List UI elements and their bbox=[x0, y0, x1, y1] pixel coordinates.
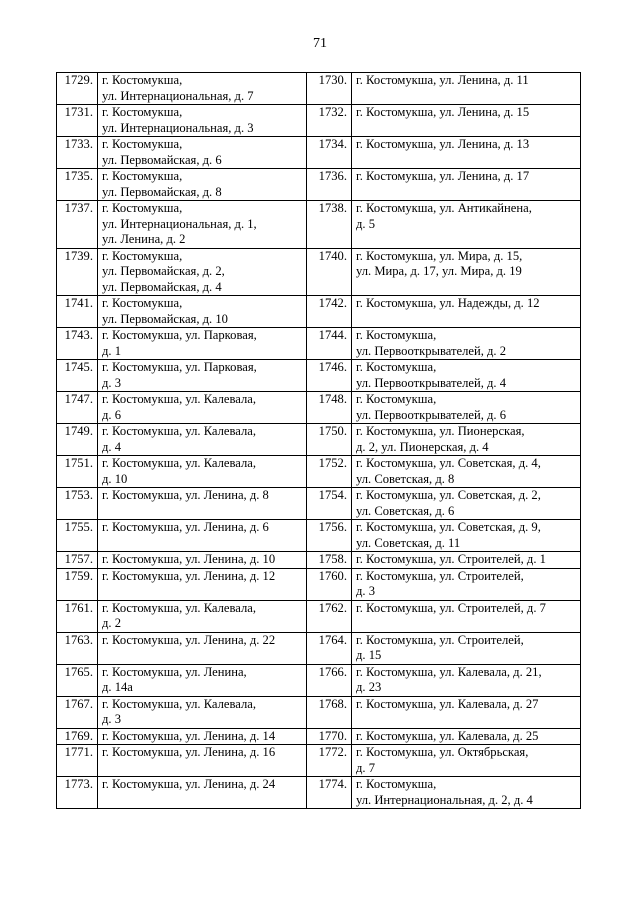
table-row bbox=[57, 600, 581, 632]
table-row bbox=[57, 392, 581, 424]
table-row bbox=[57, 328, 581, 360]
entry-number-right: 1756. bbox=[307, 520, 352, 552]
address-right: г. Костомукша, ул. Надежды, д. 12 bbox=[352, 296, 581, 328]
address-right: г. Костомукша, ул. Октябрьская, д. 7 bbox=[352, 745, 581, 777]
entry-number-left: 1753. bbox=[57, 488, 98, 520]
table-row bbox=[57, 248, 581, 296]
address-right: г. Костомукша, ул. Первооткрывателей, д. 2 bbox=[352, 328, 581, 360]
page-number: 71 bbox=[313, 36, 327, 51]
address-right: г. Костомукша, ул. Ленина, д. 13 bbox=[352, 137, 581, 169]
address-left: г. Костомукша, ул. Первомайская, д. 2, ул. Первомайская, д. 4 bbox=[98, 248, 307, 296]
entry-number-right: 1738. bbox=[307, 201, 352, 249]
entry-number-right: 1730. bbox=[307, 73, 352, 105]
table-row bbox=[57, 456, 581, 488]
address-right: г. Костомукша, ул. Строителей, д. 7 bbox=[352, 600, 581, 632]
entry-number-left: 1749. bbox=[57, 424, 98, 456]
entry-number-right: 1760. bbox=[307, 568, 352, 600]
address-right: г. Костомукша, ул. Ленина, д. 11 bbox=[352, 73, 581, 105]
entry-number-left: 1745. bbox=[57, 360, 98, 392]
entry-number-right: 1774. bbox=[307, 777, 352, 809]
address-left: г. Костомукша, ул. Интернациональная, д. 3 bbox=[98, 105, 307, 137]
address-left: г. Костомукша, ул. Калевала, д. 10 bbox=[98, 456, 307, 488]
entry-number-right: 1748. bbox=[307, 392, 352, 424]
entry-number-right: 1766. bbox=[307, 664, 352, 696]
entry-number-left: 1731. bbox=[57, 105, 98, 137]
address-left: г. Костомукша, ул. Парковая, д. 1 bbox=[98, 328, 307, 360]
entry-number-left: 1765. bbox=[57, 664, 98, 696]
address-right: г. Костомукша, ул. Строителей, д. 3 bbox=[352, 568, 581, 600]
entry-number-right: 1740. bbox=[307, 248, 352, 296]
entry-number-left: 1737. bbox=[57, 201, 98, 249]
address-left: г. Костомукша, ул. Калевала, д. 3 bbox=[98, 696, 307, 728]
address-right: г. Костомукша, ул. Антикайнена, д. 5 bbox=[352, 201, 581, 249]
table-row bbox=[57, 552, 581, 569]
table-row bbox=[57, 296, 581, 328]
entry-number-left: 1741. bbox=[57, 296, 98, 328]
entry-number-right: 1772. bbox=[307, 745, 352, 777]
table-row bbox=[57, 728, 581, 745]
entry-number-right: 1770. bbox=[307, 728, 352, 745]
address-left: г. Костомукша, ул. Первомайская, д. 6 bbox=[98, 137, 307, 169]
address-right: г. Костомукша, ул. Первооткрывателей, д. 4 bbox=[352, 360, 581, 392]
entry-number-right: 1750. bbox=[307, 424, 352, 456]
address-left: г. Костомукша, ул. Ленина, д. 12 bbox=[98, 568, 307, 600]
table-row bbox=[57, 745, 581, 777]
address-left: г. Костомукша, ул. Ленина, д. 24 bbox=[98, 777, 307, 809]
entry-number-right: 1768. bbox=[307, 696, 352, 728]
entry-number-right: 1746. bbox=[307, 360, 352, 392]
entry-number-right: 1732. bbox=[307, 105, 352, 137]
address-right: г. Костомукша, ул. Калевала, д. 27 bbox=[352, 696, 581, 728]
address-left: г. Костомукша, ул. Ленина, д. 14 bbox=[98, 728, 307, 745]
address-right: г. Костомукша, ул. Ленина, д. 15 bbox=[352, 105, 581, 137]
address-right: г. Костомукша, ул. Интернациональная, д. 2, д. 4 bbox=[352, 777, 581, 809]
address-left: г. Костомукша, ул. Парковая, д. 3 bbox=[98, 360, 307, 392]
entry-number-left: 1729. bbox=[57, 73, 98, 105]
address-left: г. Костомукша, ул. Интернациональная, д. 7 bbox=[98, 73, 307, 105]
entry-number-right: 1752. bbox=[307, 456, 352, 488]
entry-number-right: 1754. bbox=[307, 488, 352, 520]
entry-number-right: 1758. bbox=[307, 552, 352, 569]
table-row bbox=[57, 664, 581, 696]
address-left: г. Костомукша, ул. Ленина, д. 16 bbox=[98, 745, 307, 777]
table-row bbox=[57, 632, 581, 664]
entry-number-right: 1736. bbox=[307, 169, 352, 201]
table-row bbox=[57, 488, 581, 520]
entry-number-left: 1739. bbox=[57, 248, 98, 296]
entry-number-left: 1773. bbox=[57, 777, 98, 809]
entry-number-left: 1771. bbox=[57, 745, 98, 777]
address-right: г. Костомукша, ул. Советская, д. 2, ул. Советская, д. 6 bbox=[352, 488, 581, 520]
table-row bbox=[57, 137, 581, 169]
entry-number-right: 1744. bbox=[307, 328, 352, 360]
address-right: г. Костомукша, ул. Пионерская, д. 2, ул. Пионерская, д. 4 bbox=[352, 424, 581, 456]
table-row bbox=[57, 696, 581, 728]
entry-number-left: 1743. bbox=[57, 328, 98, 360]
table-row bbox=[57, 201, 581, 249]
table-row bbox=[57, 777, 581, 809]
entry-number-left: 1769. bbox=[57, 728, 98, 745]
address-right: г. Костомукша, ул. Советская, д. 4, ул. Советская, д. 8 bbox=[352, 456, 581, 488]
entry-number-left: 1733. bbox=[57, 137, 98, 169]
entry-number-left: 1755. bbox=[57, 520, 98, 552]
entry-number-right: 1742. bbox=[307, 296, 352, 328]
address-right: г. Костомукша, ул. Калевала, д. 21, д. 23 bbox=[352, 664, 581, 696]
address-right: г. Костомукша, ул. Ленина, д. 17 bbox=[352, 169, 581, 201]
address-right: г. Костомукша, ул. Калевала, д. 25 bbox=[352, 728, 581, 745]
entry-number-left: 1767. bbox=[57, 696, 98, 728]
table-row bbox=[57, 105, 581, 137]
address-left: г. Костомукша, ул. Калевала, д. 6 bbox=[98, 392, 307, 424]
entry-number-left: 1751. bbox=[57, 456, 98, 488]
table-row bbox=[57, 73, 581, 105]
address-right: г. Костомукша, ул. Первооткрывателей, д. 6 bbox=[352, 392, 581, 424]
entry-number-left: 1759. bbox=[57, 568, 98, 600]
address-table-body bbox=[57, 73, 581, 809]
entry-number-left: 1747. bbox=[57, 392, 98, 424]
address-right: г. Костомукша, ул. Мира, д. 15, ул. Мира, д. 17, ул. Мира, д. 19 bbox=[352, 248, 581, 296]
entry-number-left: 1735. bbox=[57, 169, 98, 201]
entry-number-right: 1734. bbox=[307, 137, 352, 169]
address-right: г. Костомукша, ул. Строителей, д. 1 bbox=[352, 552, 581, 569]
address-right: г. Костомукша, ул. Советская, д. 9, ул. Советская, д. 11 bbox=[352, 520, 581, 552]
address-left: г. Костомукша, ул. Ленина, д. 10 bbox=[98, 552, 307, 569]
table-row bbox=[57, 360, 581, 392]
entry-number-right: 1764. bbox=[307, 632, 352, 664]
entry-number-left: 1761. bbox=[57, 600, 98, 632]
table-row bbox=[57, 424, 581, 456]
address-left: г. Костомукша, ул. Калевала, д. 2 bbox=[98, 600, 307, 632]
address-left: г. Костомукша, ул. Ленина, д. 8 bbox=[98, 488, 307, 520]
address-right: г. Костомукша, ул. Строителей, д. 15 bbox=[352, 632, 581, 664]
address-table bbox=[56, 72, 581, 809]
address-left: г. Костомукша, ул. Ленина, д. 14а bbox=[98, 664, 307, 696]
address-left: г. Костомукша, ул. Калевала, д. 4 bbox=[98, 424, 307, 456]
entry-number-left: 1763. bbox=[57, 632, 98, 664]
address-left: г. Костомукша, ул. Интернациональная, д. 1, ул. Ленина, д. 2 bbox=[98, 201, 307, 249]
entry-number-right: 1762. bbox=[307, 600, 352, 632]
table-row bbox=[57, 568, 581, 600]
address-left: г. Костомукша, ул. Ленина, д. 6 bbox=[98, 520, 307, 552]
entry-number-left: 1757. bbox=[57, 552, 98, 569]
table-row bbox=[57, 520, 581, 552]
address-left: г. Костомукша, ул. Ленина, д. 22 bbox=[98, 632, 307, 664]
address-left: г. Костомукша, ул. Первомайская, д. 10 bbox=[98, 296, 307, 328]
address-left: г. Костомукша, ул. Первомайская, д. 8 bbox=[98, 169, 307, 201]
table-row bbox=[57, 169, 581, 201]
